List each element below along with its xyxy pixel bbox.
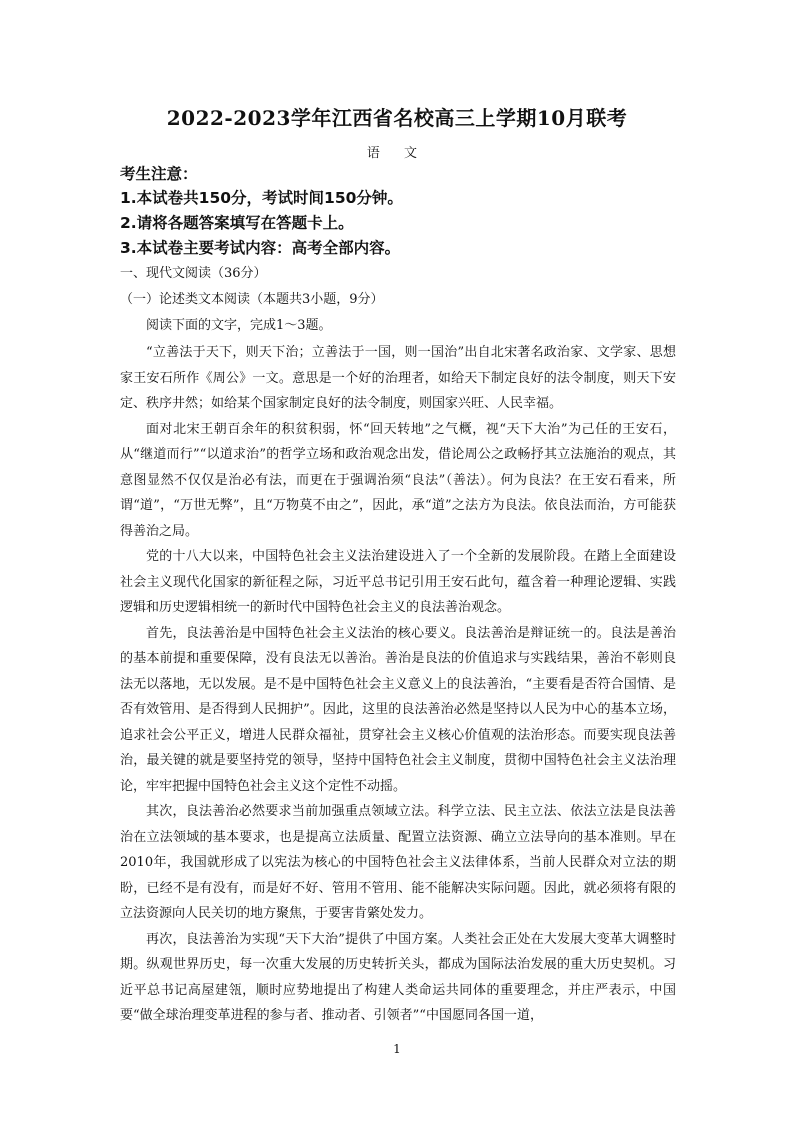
notice-heading: 考生注意： bbox=[120, 165, 198, 183]
paragraph-1: “立善法于天下，则天下治；立善法于一国，则一国治”出自北宋著名政治家、文学家、思想家王安石所作《周公》一文。意思是一个好的治理者，如给天下制定良好的法令制度，则天下安定、秩序井然；如给某个国家制定良好的法令制度，则国家兴旺、人民幸福。 bbox=[120, 345, 676, 411]
page-number: 1 bbox=[393, 1042, 401, 1056]
subsection-title: （一）论述类文本阅读（本题共3小题，9分） bbox=[120, 292, 384, 307]
paragraph-2: 面对北宋王朝百余年的积贫积弱，怀“回天转地”之气概，视“天下大治”为己任的王安石，从“继道而行”“以道求治”的哲学立场和政治观念出发，借论周公之政畅抒其立法施治的观点，其意图显然不仅仅是治必有法，而更在于强调治须“良法”（善法）。何为良法？在王安石看来，所谓“道”，“万世无弊”，且“万物莫不由之”，因此，承“道”之法方为良法。依良法而治，方可能获得善治之局。 bbox=[120, 421, 676, 539]
paragraph-6: 再次，良法善治为实现“天下大治”提供了中国方案。人类社会正处在大发展大变革大调整时期。纵观世界历史，每一次重大发展的历史转折关头，都成为国际法治发展的重大历史契机。习近平总书记高屋建瓴，顺时应势地提出了构建人类命运共同体的重要理念，并庄严表示，中国要“做全球治理变革进程的参与者、推动者、引领者”“中国愿同各国一道， bbox=[120, 931, 676, 1023]
article-body bbox=[120, 340, 676, 1029]
notice-item-2: 2.请将各题答案填写在答题卡上。 bbox=[120, 214, 354, 232]
page-title: 2022-2023学年江西省名校高三上学期10月联考 bbox=[166, 106, 628, 130]
notice-item-1: 1.本试卷共150分，考试时间150分钟。 bbox=[120, 189, 403, 207]
paragraph-4: 首先，良法善治是中国特色社会主义法治的核心要义。良法善治是辩证统一的。良法是善治的基本前提和重要保障，没有良法无以善治。善治是良法的价值追求与实践结果，善治不彰则良法无以落地，无以发展。是不是中国特色社会主义意义上的良法善治，“主要看是否符合国情、是否有效管用、是否得到人民拥护”。因此，这里的良法善治必然是坚持以人民为中心的基本立场，追求社会公平正义，增进人民群众福祉，贯穿社会主义核心价值观的法治形态。而要实现良法善治，最关键的就是要坚持党的领导，坚持中国特色社会主义制度，贯彻中国特色社会主义法治理论，牢牢把握中国特色社会主义这个定性不动摇。 bbox=[120, 625, 676, 794]
paragraph-3: 党的十八大以来，中国特色社会主义法治建设进入了一个全新的发展阶段。在踏上全面建设社会主义现代化国家的新征程之际，习近平总书记引用王安石此句，蕴含着一种理论逻辑、实践逻辑和历史逻辑相统一的新时代中国特色社会主义的良法善治观念。 bbox=[120, 549, 676, 615]
notice-item-3: 3.本试卷主要考试内容：高考全部内容。 bbox=[120, 239, 401, 257]
reading-instruction: 阅读下面的文字，完成1～3题。 bbox=[146, 318, 332, 333]
section-title: 一、现代文阅读（36分） bbox=[120, 266, 267, 281]
subject-label: 语 文 bbox=[366, 146, 428, 161]
paragraph-5: 其次，良法善治必然要求当前加强重点领域立法。科学立法、民主立法、依法立法是良法善治在立法领域的基本要求，也是提高立法质量、配置立法资源、确立立法导向的基本准则。早在2010年，我国就形成了以宪法为核心的中国特色社会主义法律体系，当前人民群众对立法的期盼，已经不是有没有，而是好不好、管用不管用、能不能解决实际问题。因此，就必须将有限的立法资源向人民关切的地方聚焦，于要害肯綮处发力。 bbox=[120, 804, 676, 921]
